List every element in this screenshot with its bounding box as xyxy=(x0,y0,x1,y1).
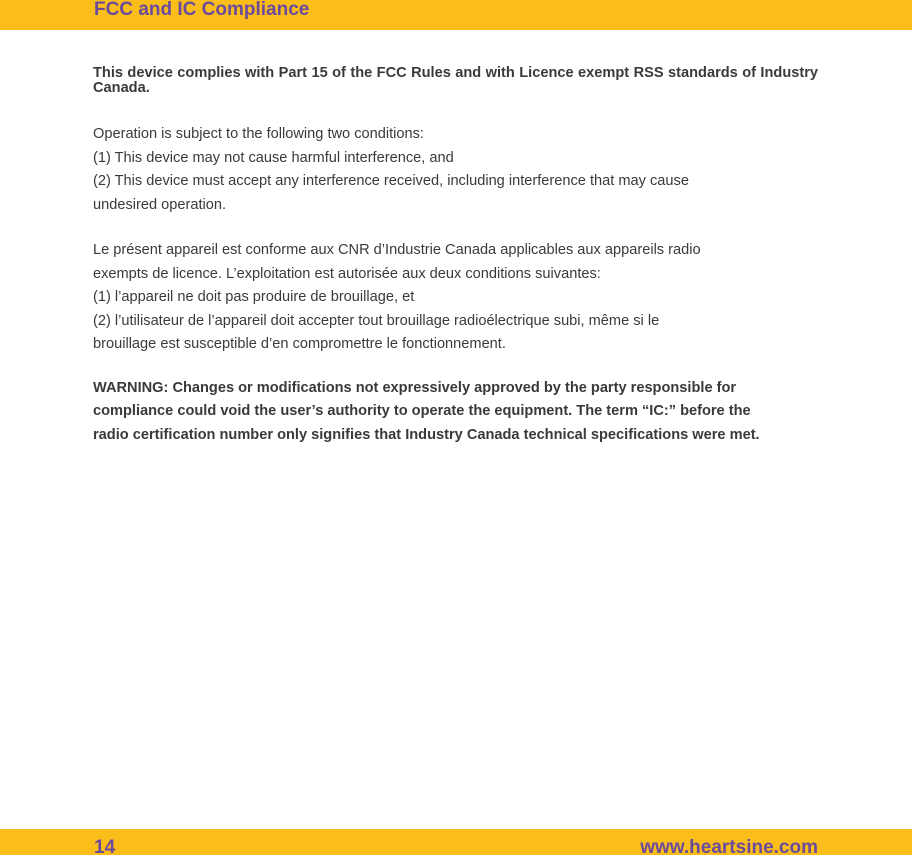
website-url: www.heartsine.com xyxy=(640,837,818,858)
page-title: FCC and IC Compliance xyxy=(94,0,310,20)
header-bar xyxy=(0,0,912,30)
french-line: (2) l’utilisateur de l’appareil doit accepter tout brouillage radioélectrique subi, même si le xyxy=(93,312,660,329)
compliance-content xyxy=(93,66,818,447)
conditions-paragraph xyxy=(93,123,818,217)
warning-line: compliance could void the user’s authority to operate the equipment. The term “IC:” before the xyxy=(93,403,751,419)
compliance-intro: This device complies with Part 15 of the FCC Rules and with Licence exempt RSS standards of Industry Canada. xyxy=(93,65,818,96)
warning-line: radio certification number only signifies that Industry Canada technical specifications were met. xyxy=(93,426,760,443)
french-line: Le présent appareil est conforme aux CNR d’Industrie Canada applicables aux appareils radio xyxy=(93,242,701,258)
conditions-line: (2) This device must accept any interference received, including interference that may cause xyxy=(93,173,689,189)
page-number: 14 xyxy=(94,837,116,858)
french-line: (1) l’appareil ne doit pas produire de brouillage, et xyxy=(93,289,415,305)
warning-line: WARNING: Changes or modifications not expressively approved by the party responsible for xyxy=(93,379,737,396)
french-line: brouillage est susceptible d’en compromettre le fonctionnement. xyxy=(93,336,506,352)
conditions-line: Operation is subject to the following two conditions: xyxy=(93,126,424,142)
french-line: exempts de licence. L’exploitation est autorisée aux deux conditions suivantes: xyxy=(93,265,601,282)
french-paragraph xyxy=(93,239,818,357)
conditions-line: undesired operation. xyxy=(93,196,227,213)
footer-bar xyxy=(0,829,912,858)
conditions-line: (1) This device may not cause harmful interference, and xyxy=(93,149,454,166)
warning-paragraph xyxy=(93,377,818,448)
